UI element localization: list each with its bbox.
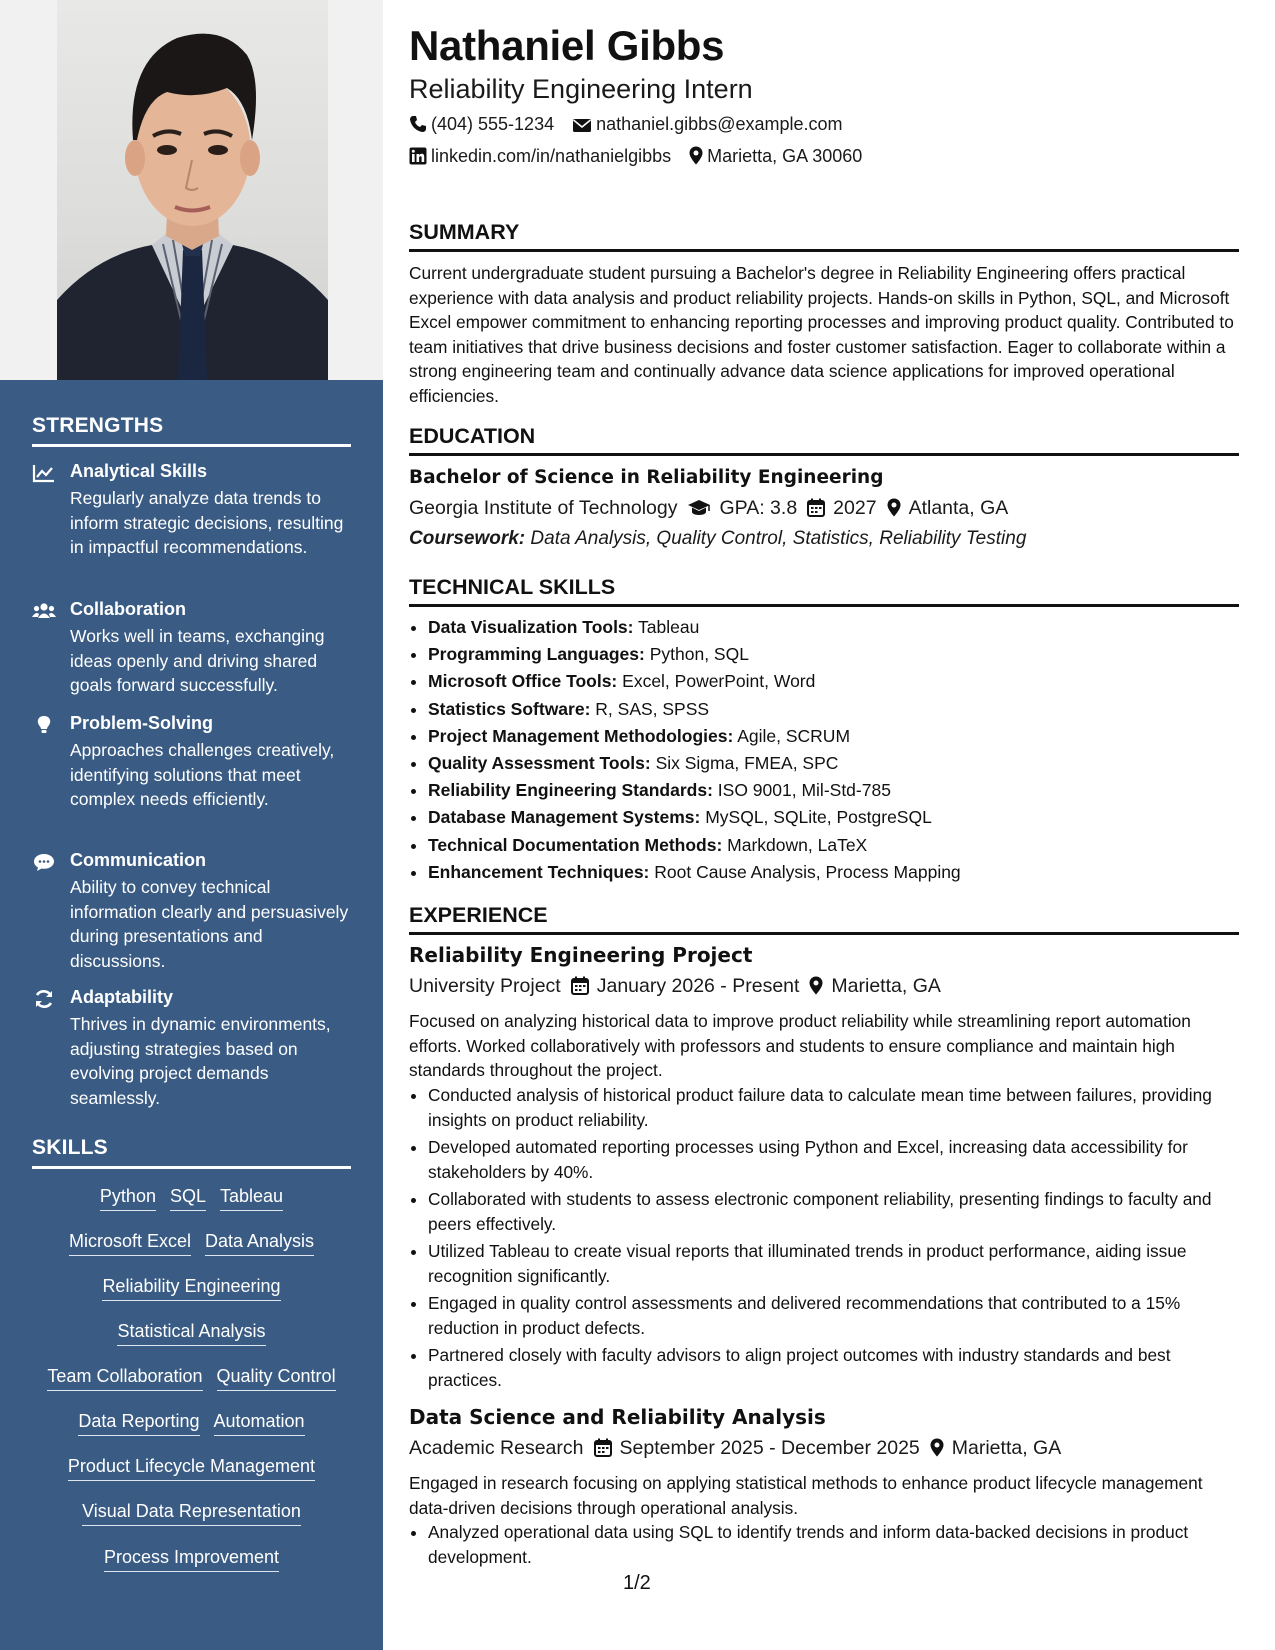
school-location: Atlanta, GA (908, 497, 1009, 519)
candidate-name: Nathaniel Gibbs (409, 22, 725, 69)
job-summary: Engaged in research focusing on applying statistical methods to enhance product lifecycle management data-driven decisions through operational analysis. (409, 1473, 1203, 1518)
education-meta (409, 497, 1008, 520)
profile-photo-area (0, 0, 383, 380)
skill-chip: Team Collaboration (47, 1366, 202, 1391)
skill-row (20, 1456, 363, 1481)
skill-chip: SQL (170, 1186, 206, 1211)
job-meta (409, 975, 941, 998)
list-item (428, 641, 1238, 668)
skill-value: Python, SQL (649, 644, 749, 665)
strengths-heading: STRENGTHS (32, 414, 351, 447)
skill-value: Agile, SCRUM (737, 725, 851, 746)
strength-description: Approaches challenges creatively, identifying solutions that meet complex needs efficiently. (70, 740, 335, 809)
map-marker-icon (809, 976, 823, 995)
summary-heading: SUMMARY (409, 220, 1239, 252)
skill-label: Programming Languages: (428, 644, 645, 665)
skill-chip: Product Lifecycle Management (68, 1456, 315, 1481)
skill-chip: Data Analysis (205, 1231, 314, 1256)
skill-row (20, 1547, 363, 1572)
strength-description: Works well in teams, exchanging ideas openly and driving shared goals forward successfully. (70, 626, 325, 695)
map-marker-icon (930, 1438, 944, 1457)
job-dates: September 2025 - December 2025 (619, 1437, 920, 1459)
skills-heading: SKILLS (32, 1136, 351, 1169)
skill-value: ISO 9001, Mil-Std-785 (717, 780, 891, 801)
skill-chip: Visual Data Representation (82, 1501, 301, 1526)
skill-label: Data Visualization Tools: (428, 617, 634, 637)
users-icon (32, 601, 56, 621)
comment-icon (32, 852, 56, 872)
phone-icon (409, 115, 427, 133)
education-heading: EDUCATION (409, 424, 1239, 456)
skill-row (20, 1186, 363, 1211)
job-bullets (409, 1083, 1238, 1395)
job-org: University Project (409, 975, 561, 997)
list-item (428, 777, 1238, 804)
list-item: • Analyzed operational data using SQL to identify trends and inform data-backed decisions in product development. (428, 1520, 1238, 1569)
envelope-icon (572, 117, 592, 133)
sync-icon (32, 989, 56, 1009)
calendar-icon (807, 498, 825, 517)
skill-value: R, SAS, SPSS (595, 698, 710, 719)
linkedin-icon (409, 147, 427, 165)
skill-value: Root Cause Analysis, Process Mapping (654, 861, 961, 882)
list-item (428, 832, 1238, 859)
skill-label: Reliability Engineering Standards: (428, 780, 713, 801)
skill-chip: Automation (214, 1411, 305, 1436)
skill-chip: Tableau (220, 1186, 283, 1211)
lightbulb-icon (32, 715, 56, 735)
list-item: • Collaborated with students to assess electronic component reliability, presenting findings to faculty and peers effectively. (428, 1187, 1238, 1236)
list-item: • Developed automated reporting processes using Python and Excel, increasing data accessibility for stakeholders by 40%. (428, 1135, 1238, 1184)
job-location: Marietta, GA (831, 975, 941, 997)
list-item: • Engaged in quality control assessments and delivered recommendations that contributed to a 15% reduction in product defects. (428, 1291, 1238, 1340)
strength-description: Regularly analyze data trends to inform strategic decisions, resulting in impactful recommendations. (70, 488, 344, 557)
strength-item (32, 599, 357, 694)
list-item (428, 750, 1238, 777)
strength-item (32, 461, 357, 581)
list-item (428, 723, 1238, 750)
list-item: • Utilized Tableau to create visual reports that illuminated trends in product performance, aiding issue recognition significantly. (428, 1239, 1238, 1288)
strength-description: Ability to convey technical information clearly and persuasively during presentations and discussions. (70, 877, 349, 971)
strength-title: Analytical Skills (70, 461, 208, 481)
list-item (428, 696, 1238, 723)
skill-row (20, 1231, 363, 1256)
map-marker-icon (689, 146, 703, 165)
strength-title: Collaboration (70, 599, 186, 619)
list-item: • Conducted analysis of historical product failure data to calculate mean time between failures, providing insights on product reliability. (428, 1083, 1238, 1132)
calendar-icon (594, 1438, 612, 1457)
list-item (428, 668, 1238, 695)
location-text: Marietta, GA 30060 (707, 146, 863, 166)
job-location: Marietta, GA (951, 1437, 1062, 1459)
skill-label: Quality Assessment Tools: (428, 753, 651, 774)
job-bullets (409, 1520, 1238, 1572)
sidebar (0, 0, 383, 1650)
job-org: Academic Research (409, 1437, 584, 1459)
skill-chip: Reliability Engineering (102, 1276, 280, 1301)
job-summary: Focused on analyzing historical data to improve product reliability while streamlining report automation efforts. Worked collaboratively with professors and students to ensure compliance and maintain high standards throughout the project. (409, 1011, 1191, 1080)
chart-line-icon (32, 463, 56, 483)
contact-row (409, 114, 843, 135)
skill-value: Markdown, LaTeX (727, 834, 868, 855)
candidate-role: Reliability Engineering Intern (409, 74, 753, 104)
strength-item (32, 713, 357, 833)
skill-value: Tableau (638, 617, 700, 637)
skill-label: Project Management Methodologies: (428, 725, 734, 746)
skill-chip: Python (100, 1186, 156, 1211)
school-name: Georgia Institute of Technology (409, 497, 678, 519)
strength-item (32, 987, 357, 1107)
skill-label: Database Management Systems: (428, 807, 701, 828)
job-dates: January 2026 - Present (596, 975, 800, 997)
technical-skills-heading: TECHNICAL SKILLS (409, 575, 1239, 607)
strength-title: Adaptability (70, 987, 174, 1007)
calendar-icon (571, 976, 589, 995)
list-item (428, 614, 1238, 641)
skill-row (20, 1321, 363, 1346)
summary-text: Current undergraduate student pursuing a Bachelor's degree in Reliability Engineering offers practical experience with data analysis and product reliability projects. Hands-on skills in Python, SQL, and Microsoft Excel empower commitment to enhancing reporting processes and improving product quality. Contributed to team initiatives that drive business decisions and foster customer satisfaction. Eager to collaborate within a strong engineering team and continually advance data science applications for improved operational efficiencies. (409, 263, 1234, 406)
skill-label: Technical Documentation Methods: (428, 834, 723, 855)
coursework-list: Data Analysis, Quality Control, Statistics, Reliability Testing (530, 528, 1027, 549)
skill-value: Six Sigma, FMEA, SPC (655, 753, 839, 774)
map-marker-icon (887, 498, 901, 517)
job-meta (409, 1437, 1061, 1460)
skill-chip: Quality Control (217, 1366, 336, 1391)
profile-photo (57, 0, 328, 380)
linkedin-link[interactable]: linkedin.com/in/nathanielgibbs (431, 146, 672, 166)
strength-title: Problem-Solving (70, 713, 214, 733)
list-item: • Partnered closely with faculty advisors to align project outcomes with industry standards and best practices. (428, 1343, 1238, 1392)
contact-row (409, 146, 862, 167)
gpa-text: GPA: 3.8 (719, 497, 798, 519)
graduation-cap-icon (687, 499, 711, 517)
experience-heading: EXPERIENCE (409, 903, 1239, 935)
list-item (428, 859, 1238, 886)
skill-label: Microsoft Office Tools: (428, 671, 618, 692)
skill-chip: Microsoft Excel (69, 1231, 191, 1256)
portrait-illustration (57, 0, 328, 380)
skill-value: MySQL, SQLite, PostgreSQL (705, 807, 932, 828)
strength-title: Communication (70, 850, 207, 870)
skill-row (20, 1366, 363, 1391)
skill-label: Statistics Software: (428, 698, 591, 719)
email-link[interactable]: nathaniel.gibbs@example.com (596, 114, 843, 134)
graduation-year: 2027 (833, 497, 877, 519)
skill-row (20, 1501, 363, 1526)
page-number: 1/2 (623, 1572, 651, 1594)
job-title: Reliability Engineering Project (409, 943, 753, 967)
skill-value: Excel, PowerPoint, Word (622, 671, 816, 692)
skill-chip: Data Reporting (78, 1411, 199, 1436)
list-item (428, 804, 1238, 831)
skill-row (20, 1276, 363, 1301)
job-title: Data Science and Reliability Analysis (409, 1405, 826, 1429)
phone-text: (404) 555-1234 (431, 114, 555, 134)
coursework-label: Coursework: (409, 528, 526, 549)
technical-skills-list (409, 614, 1238, 886)
degree-title: Bachelor of Science in Reliability Engineering (409, 467, 884, 488)
skill-chip: Statistical Analysis (117, 1321, 265, 1346)
skill-row (20, 1411, 363, 1436)
skill-chip: Process Improvement (104, 1547, 279, 1572)
skill-label: Enhancement Techniques: (428, 861, 650, 882)
strength-item (32, 850, 357, 970)
coursework-line (409, 528, 1026, 550)
strength-description: Thrives in dynamic environments, adjusting strategies based on evolving project demands seamlessly. (70, 1014, 331, 1108)
